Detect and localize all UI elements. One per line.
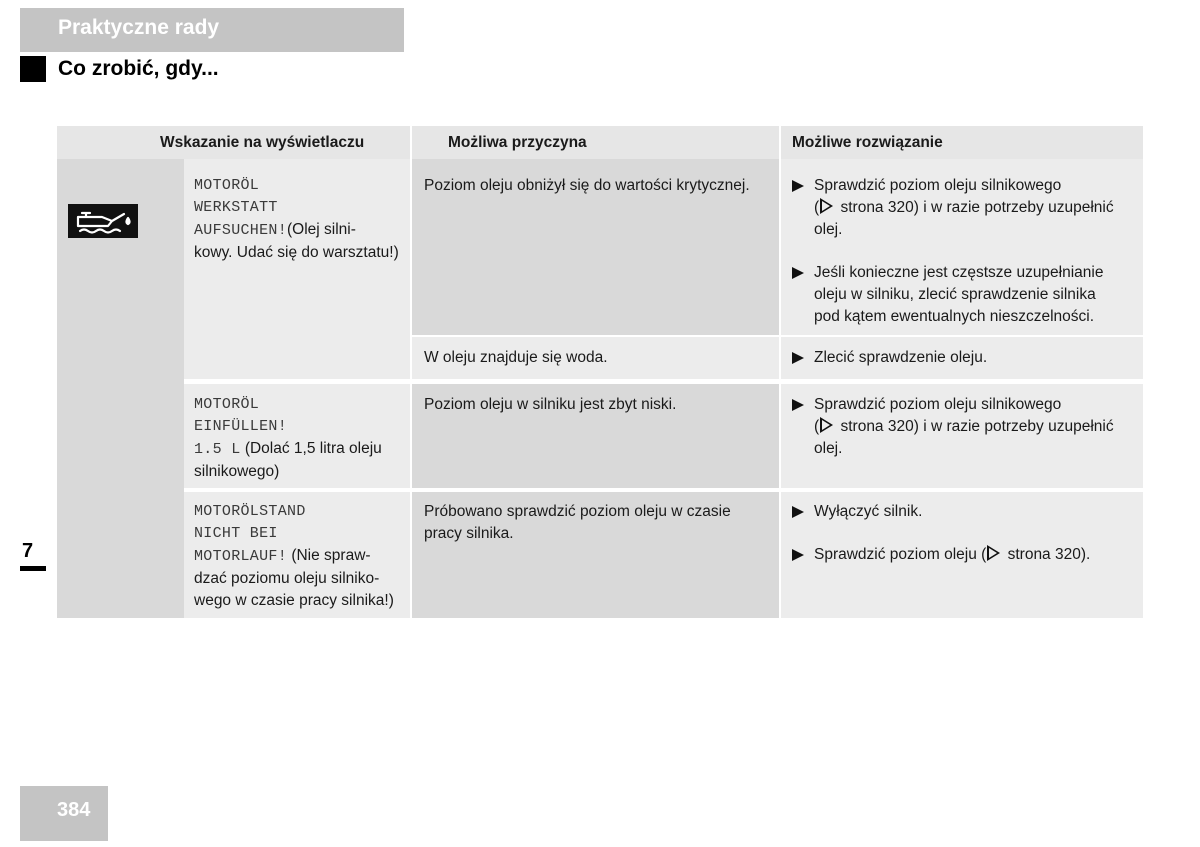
display-code-line: WERKSTATT: [194, 199, 278, 216]
solution-text: Wyłączyć silnik.: [814, 503, 923, 520]
cause-cell-1a: [410, 159, 779, 335]
display-code-line: EINFÜLLEN!: [194, 418, 288, 435]
cause-text: pracy silnika.: [424, 525, 514, 542]
bullet-arrow-icon: [792, 180, 804, 192]
display-translation: kowy. Udać się do warsztatu!): [194, 244, 399, 261]
header-display: [57, 126, 410, 159]
display-code-line: MOTORÖL: [194, 396, 260, 413]
display-code-line: AUFSUCHEN!: [194, 222, 288, 239]
display-translation: (Nie spraw-: [287, 547, 371, 564]
solution-text: strona 320) i w razie potrzeby uzupełnić: [836, 199, 1114, 216]
solution-text: (: [814, 199, 820, 216]
title-marker: [20, 56, 46, 82]
display-translation: (Dolać 1,5 litra oleju: [240, 440, 382, 457]
solution-text: Jeśli konieczne jest częstsze uzupełnianie: [814, 264, 1104, 281]
bullet-arrow-icon: [792, 506, 804, 518]
display-code-line: MOTORÖLSTAND: [194, 503, 306, 520]
page-number-box: [20, 786, 108, 841]
display-code-line: MOTORÖL: [194, 177, 260, 194]
solution-item: [792, 501, 1143, 523]
solution-item: [792, 544, 1143, 566]
display-translation: silnikowego): [194, 463, 280, 480]
solution-item: [792, 394, 1143, 460]
page-reference-icon: [820, 198, 833, 214]
display-translation: (Olej silni-: [287, 221, 356, 238]
solution-text: strona 320) i w razie potrzeby uzupełnić: [836, 418, 1114, 435]
solution-text: Sprawdzić poziom oleju silnikowego: [814, 396, 1062, 413]
engine-oil-icon: [68, 204, 138, 238]
page-reference-icon: [820, 417, 833, 433]
display-cell-1: [184, 159, 410, 379]
cause-cell-2: [410, 382, 779, 488]
icon-column: [57, 159, 184, 618]
page-reference-icon: [987, 545, 1000, 561]
page-number: 384: [57, 799, 91, 821]
chapter-number: 7: [22, 540, 34, 562]
header-cause: [410, 126, 779, 159]
display-translation: wego w czasie pracy silnika!): [194, 592, 394, 609]
bullet-arrow-icon: [792, 399, 804, 411]
header-display-label: Wskazanie na wyświetlaczu: [160, 134, 365, 151]
display-code-line: 1.5 L: [194, 441, 241, 458]
solution-text: (: [814, 418, 820, 435]
solution-text: pod kątem ewentualnych nieszczelności.: [814, 308, 1095, 325]
solution-cell-1b: [779, 337, 1143, 379]
solution-item: [792, 175, 1143, 241]
page-title: Co zrobić, gdy...: [58, 57, 219, 80]
header-cause-label: Możliwa przyczyna: [448, 134, 587, 151]
solution-cell-3: [779, 490, 1143, 618]
solution-text: olej.: [814, 221, 843, 238]
solution-text: olej.: [814, 440, 843, 457]
chapter-underline: [20, 566, 46, 571]
solution-text: oleju w silniku, zlecić sprawdzenie silnika: [814, 286, 1096, 303]
section-banner: [20, 8, 404, 52]
header-solution-label: Możliwe rozwiązanie: [792, 134, 943, 151]
cause-text: Poziom oleju obniżył się do wartości krytycznej.: [424, 177, 750, 194]
display-cell-2: [184, 382, 410, 488]
solution-text: Zlecić sprawdzenie oleju.: [814, 349, 988, 366]
troubleshooting-table: [57, 126, 1143, 618]
cause-text: Próbowano sprawdzić poziom oleju w czasie: [424, 503, 731, 520]
solution-text: Sprawdzić poziom oleju (: [814, 546, 987, 563]
solution-text: Sprawdzić poziom oleju silnikowego: [814, 177, 1062, 194]
display-translation: dzać poziomu oleju silniko-: [194, 570, 380, 587]
solution-cell-1a: [779, 159, 1143, 335]
solution-cell-2: [779, 382, 1143, 488]
cause-cell-3: [410, 490, 779, 618]
cause-text: W oleju znajduje się woda.: [424, 349, 608, 366]
solution-item: [792, 347, 1143, 369]
solution-item: [792, 262, 1143, 328]
bullet-arrow-icon: [792, 352, 804, 364]
cause-text: Poziom oleju w silniku jest zbyt niski.: [424, 396, 677, 413]
section-banner-label: Praktyczne rady: [58, 16, 220, 39]
bullet-arrow-icon: [792, 549, 804, 561]
bullet-arrow-icon: [792, 267, 804, 279]
solution-text: strona 320).: [1003, 546, 1091, 563]
cause-cell-1b: [410, 337, 779, 379]
display-code-line: NICHT BEI: [194, 525, 278, 542]
header-solution: [779, 126, 1143, 159]
display-code-line: MOTORLAUF!: [194, 548, 288, 565]
display-cell-3: [184, 490, 410, 618]
